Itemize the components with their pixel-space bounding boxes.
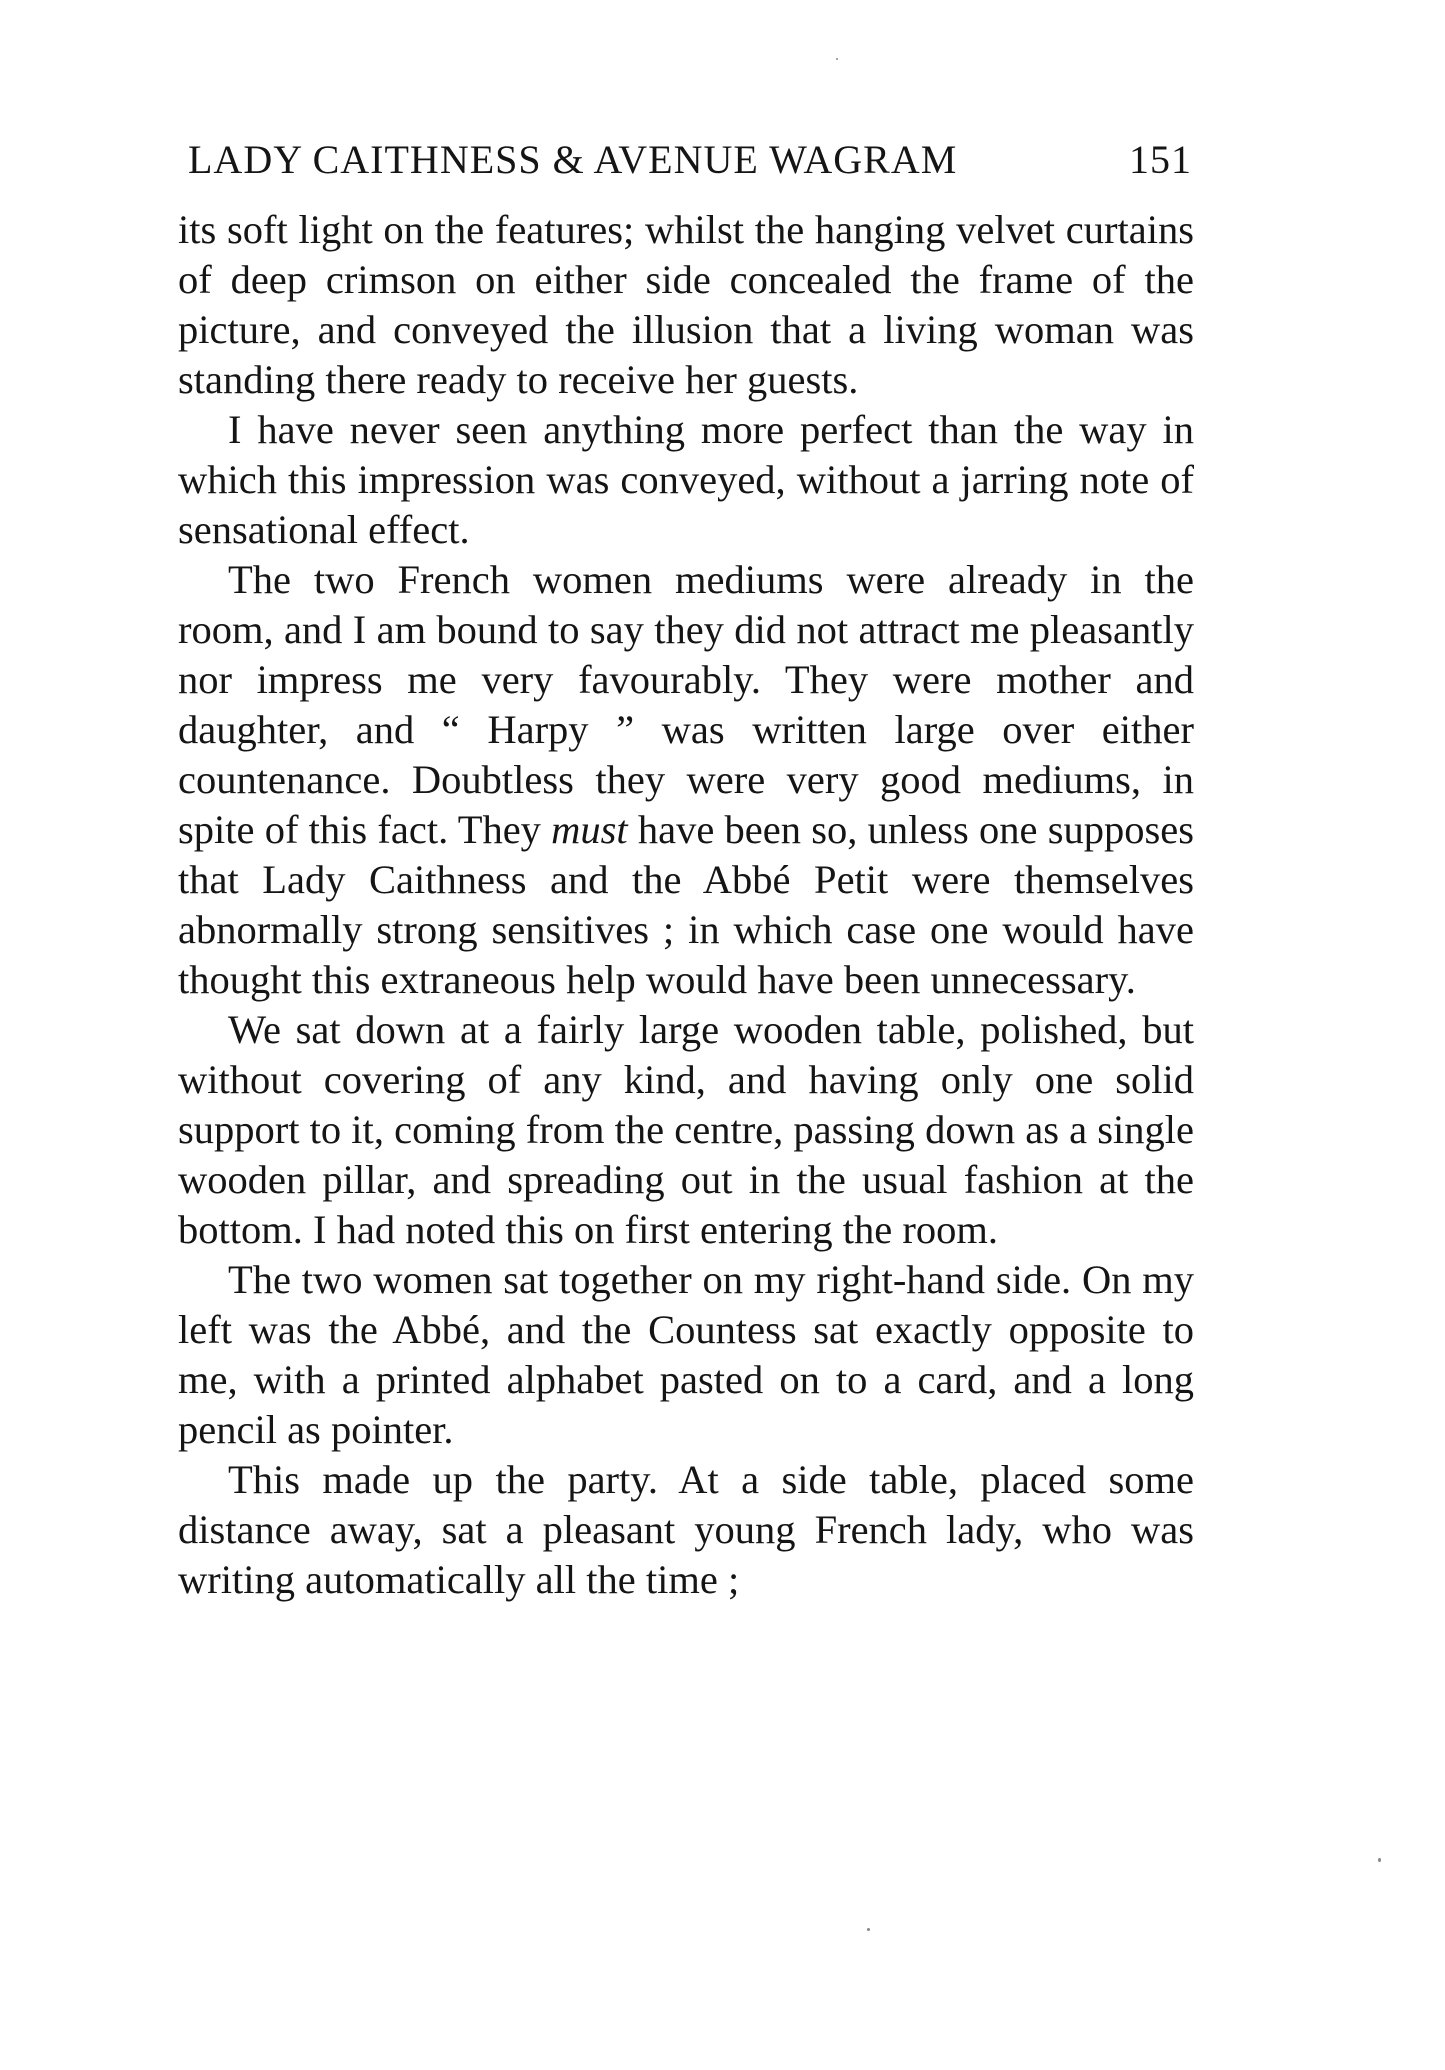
paragraph-3-part-1: The two French women mediums were already in the room, and I am bound to say they did not attract me pleasantly nor impress me very favourably. They were mother and daughter, and “ Harpy ” was written large over either countenance. Doubtless they were very good mediums, in spite of this fact. They: [178, 557, 1194, 852]
paragraph-2: I have never seen anything more perfect than the way in which this impression was conveyed, without a jarring note of sensational effect.: [178, 407, 1194, 552]
scan-speck: [1378, 1858, 1381, 1862]
body-text: [178, 205, 1194, 1605]
scan-speck: [867, 1928, 870, 1931]
scan-speck: [836, 58, 838, 60]
paragraph-4: We sat down at a fairly large wooden table, polished, but without covering of any kind, and having only one solid support to it, coming from the centre, passing down as a single wooden pillar, and spreading out in the usual fashion at the bottom. I had noted this on first entering the room.: [178, 1007, 1194, 1252]
page-header: [188, 136, 1192, 192]
paragraph-5: The two women sat together on my right-hand side. On my left was the Abbé, and the Countess sat exactly opposite to me, with a printed alphabet pasted on to a card, and a long pencil as pointer.: [178, 1257, 1194, 1452]
paragraph-6: This made up the party. At a side table, placed some distance away, sat a pleasant young French lady, who was writing automatically all the time ;: [178, 1457, 1194, 1602]
running-title: LADY CAITHNESS & AVENUE WAGRAM: [188, 137, 958, 182]
page-number: 151: [1129, 137, 1192, 182]
paragraph-1: its soft light on the features; whilst the hanging velvet curtains of deep crimson on either side concealed the frame of the picture, and conveyed the illusion that a living woman was standing there ready to receive her guests.: [178, 207, 1194, 402]
paragraph-3: [178, 555, 1194, 1005]
emphasized-word: must: [551, 807, 628, 852]
paragraph-3-part-2: have been so, unless one supposes that Lady Caithness and the Abbé Petit were themselves abnormally strong sensitives ; in which case one would have thought this extraneous help would have been unnecessary.: [178, 807, 1194, 1002]
